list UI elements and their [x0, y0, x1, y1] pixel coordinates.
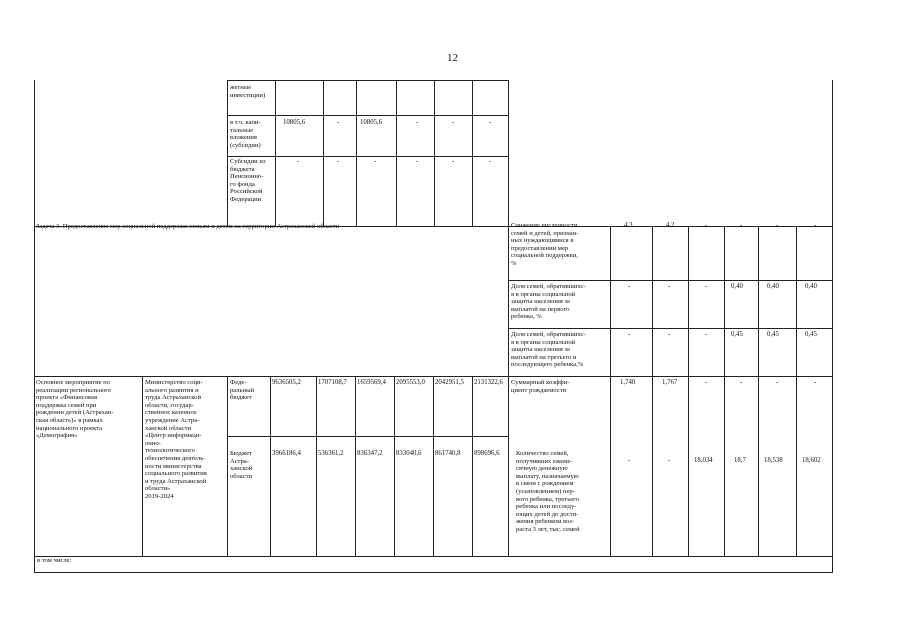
rule [508, 226, 509, 556]
indicator-value: - [668, 457, 671, 464]
including-row-label: в том числе: [37, 557, 72, 564]
rule [227, 80, 228, 226]
cell-value: - [452, 158, 455, 165]
indicator-value: - [776, 379, 779, 386]
row-label-investments: жетные инвестиции) [230, 84, 266, 99]
federal-budget-label: Феде- ральный бюджет [230, 379, 255, 402]
rule [652, 226, 653, 556]
indicator-value: 0,45 [731, 331, 743, 338]
rule [355, 376, 356, 556]
indicator-value: 0,45 [767, 331, 779, 338]
cell-value: - [452, 119, 455, 126]
rule [832, 80, 833, 226]
cell-value: - [489, 119, 492, 126]
budget-value: 9636505,2 [272, 379, 301, 386]
rule [270, 376, 271, 556]
indicator-value: - [740, 379, 743, 386]
budget-value: 1659569,4 [357, 379, 386, 386]
rule [724, 226, 725, 556]
budget-value: 836347,2 [357, 450, 383, 457]
rule [434, 80, 435, 226]
indicator-value: - [628, 331, 631, 338]
cell-value: 10805,6 [283, 119, 306, 126]
rule [227, 376, 228, 556]
indicator-value: 0,45 [805, 331, 817, 338]
task-3-title: Задача 3. Предоставление мер социальной поддержки семьям и детям на территории Астраханской области [36, 223, 340, 230]
indicator-value: - [705, 222, 708, 229]
indicator-label: Снижение численности семей и детей, признан- ных нуждающимися в предоставлении мер социальной поддержки, % [511, 222, 579, 267]
indicator-value: - [705, 283, 708, 290]
indicator-value: - [668, 331, 671, 338]
indicator-value: 18,7 [734, 457, 746, 464]
cell-value: - [337, 119, 340, 126]
rule [227, 436, 509, 437]
rule [796, 226, 797, 556]
rule [508, 280, 833, 281]
indicator-label: Доля семей, обратившихс- я в органы социальной защиты населения за выплатой на первого ребенка, % [511, 283, 586, 321]
rule [316, 376, 317, 556]
rule [227, 115, 509, 116]
rule [472, 376, 473, 556]
cell-value: - [297, 158, 300, 165]
cell-value: - [337, 158, 340, 165]
regional-budget-label: Бюджет Астра- ханской области [230, 450, 253, 480]
indicator-value: 18,538 [764, 457, 783, 464]
indicator-value: - [740, 222, 743, 229]
rule [508, 80, 509, 226]
rule [142, 376, 143, 556]
rule [34, 556, 833, 557]
indicator-value: - [705, 379, 708, 386]
indicator-value: 0,40 [731, 283, 743, 290]
indicator-value: 18,602 [802, 457, 821, 464]
cell-value: - [416, 119, 419, 126]
indicator-value: 18,034 [694, 457, 713, 464]
budget-value: 833040,6 [396, 450, 422, 457]
indicator-value: - [628, 283, 631, 290]
rule [323, 80, 324, 226]
indicator-label: Суммарный коэффи- циент рождаемости [511, 379, 570, 394]
cell-value: - [374, 158, 377, 165]
rule [34, 226, 35, 572]
main-event-name: Основное мероприятие по реализации регионального проекта «Финансовая поддержка семей при рождении детей (Астрахан- ская область)» в рамках национального проекта «Демография» [36, 379, 114, 440]
indicator-value: - [776, 222, 779, 229]
budget-value: 861740,8 [435, 450, 461, 457]
main-event-executor: Министерство соци- ального развития и труда Астраханской области, государ- ственное казенное учреждение Астра- ханской области «Центр информаци- онно- технологического обеспечения деятель- ности министерства социального развития и труда Астраханской области» 2019-2024 [145, 379, 207, 500]
rule [227, 156, 509, 157]
rule [275, 80, 276, 226]
rule [610, 226, 611, 556]
page-number: 12 [447, 52, 458, 64]
rule [356, 80, 357, 226]
indicator-value: - [705, 331, 708, 338]
rule [394, 376, 395, 556]
rule [433, 376, 434, 556]
indicator-label: Доля семей, обратившихс- я в органы социальной защиты населения за выплатой на третьего и последующего ребенка,% [511, 331, 586, 369]
budget-value: 1707108,7 [318, 379, 347, 386]
indicator-value: 4,3 [624, 222, 633, 229]
indicator-value: - [814, 222, 817, 229]
indicator-value: 0,40 [805, 283, 817, 290]
indicator-value: 1,767 [662, 379, 678, 386]
indicator-value: - [814, 379, 817, 386]
rule [227, 80, 509, 81]
rule [34, 572, 833, 573]
budget-value: 2131322,6 [474, 379, 503, 386]
cell-value: - [489, 158, 492, 165]
budget-value: 898696,6 [474, 450, 500, 457]
budget-value: 2042951,5 [435, 379, 464, 386]
indicator-value: - [628, 457, 631, 464]
indicator-label: Количество семей, получивших ежеме- сячную денежную выплату, назначаемую в связи с рождением (усыновлением) пер- вого ребенка, третьего ребенка или последу- ющих детей до дости- жения ребенком воз- раста 3 лет, тыс. семей [516, 450, 580, 533]
row-label-capital-investments: в т.ч. капи- тальные вложения (субсидии) [230, 119, 261, 149]
cell-value: - [416, 158, 419, 165]
budget-value: 3966186,4 [272, 450, 301, 457]
rule [758, 226, 759, 556]
rule [396, 80, 397, 226]
rule [688, 226, 689, 556]
indicator-value: 0,40 [767, 283, 779, 290]
rule [472, 80, 473, 226]
budget-value: 536361,2 [318, 450, 344, 457]
indicator-value: - [668, 283, 671, 290]
indicator-value: 1,740 [620, 379, 636, 386]
row-label-pension-fund: Субсидии из бюджета Пенсионно- го фонда Российской Федерации [230, 158, 266, 203]
rule [34, 80, 35, 226]
budget-value: 2095553,0 [396, 379, 425, 386]
rule [832, 226, 833, 572]
cell-value: 10805,6 [360, 119, 383, 126]
indicator-value: 4,2 [666, 222, 675, 229]
rule [508, 328, 833, 329]
